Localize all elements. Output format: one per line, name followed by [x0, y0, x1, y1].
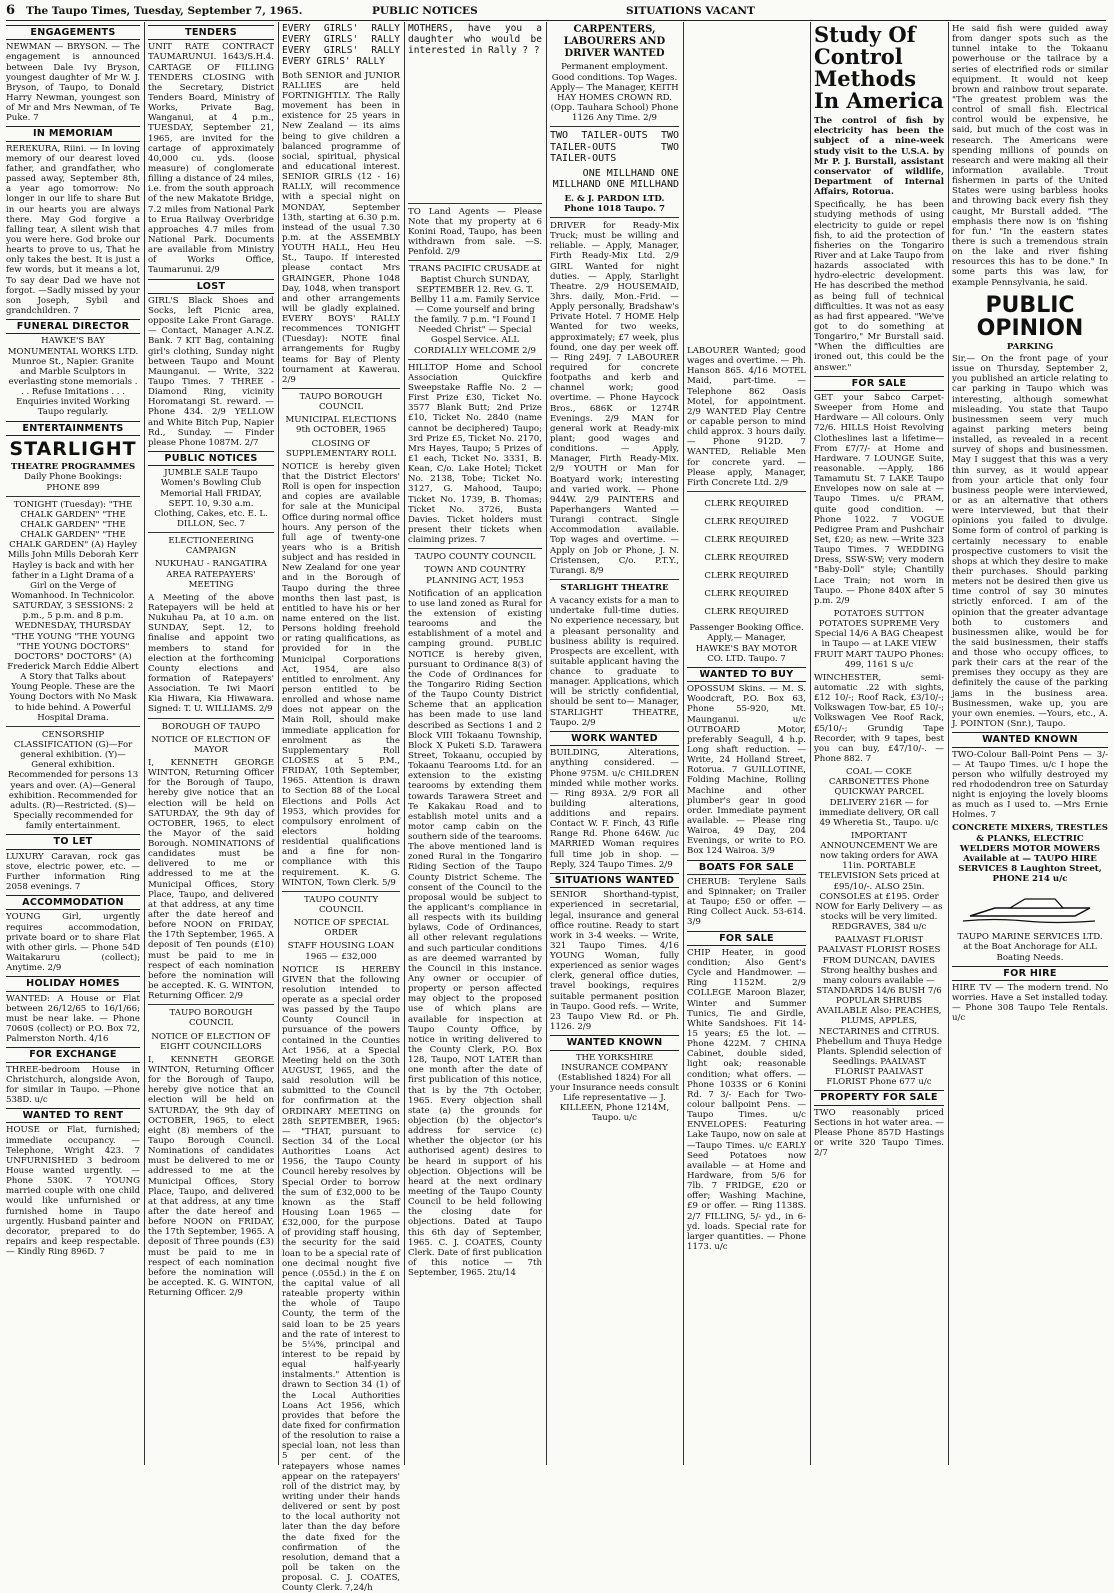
page-number: 6: [6, 3, 16, 18]
hire-services-ad: CONCRETE MIXERS, TRESTLES & PLANKS, ELECTRIC WELDERS MOTOR MOWERS Available at — TAUPO HIRE SERVICES 8 Laughton Street, PHONE 214 u/c: [952, 823, 1108, 885]
nukuhau-meeting-body: A Meeting of the above Ratepayers will be held at Nukuhau Pa, at 10 a.m. on SUNDAY, Sept. 12, to finalise and appoint two members to stand for election at the forthcoming County elections and formation of Ratepayers' Association. Te Iwi Maori Kia Hiwara, Kia Hiwawara. Signed: T. U. WILLIAMS. 2/9: [148, 592, 274, 715]
property-ad: TWO reasonably priced Sections in hot water area. — Please Phone 857D Hastings or write 320 Taupo Times. 2/7: [814, 1107, 944, 1159]
millhand: ONE MILLHAND ONE MILLHAND ONE MILLHAND: [552, 167, 679, 191]
wanted-to-buy-ads: OPOSSUM Skins. — M. S. Woodcraft, P.O. Box 63, Phone 55-920, Mt. Maunganui. u/c OUTBOARD Motor, preferably Seagull, 4 h.p. Long shaft reduction. — Write, 24 Holland Street, Rotorua. 7 GUILLOTINE, Folding Machine, Rolling Machine and other plumber's gear in good order. Immediate payment available. — Please ring Wairoa, 49 Day, 204 Evenings, or write to P.O. Box 124 Wairoa. 3/9: [687, 684, 806, 857]
planning-act-title: TOWN AND COUNTRY PLANNING ACT, 1953: [424, 565, 526, 586]
entertainments-heading: ENTERTAINMENTS: [6, 421, 140, 436]
lost-heading: LOST: [148, 279, 274, 294]
column-1: [6, 22, 140, 1465]
memoriam-notice: REREKURA, Riini. — In loving memory of our dearest loved father, and grandfather, who passed away, September 8th, a year ago tomorrow: No longer in our life to share But in our hearts you are always there. May God forgive a falling tear, A silent wish that you were here. God broke our hearts to prove to us, That he only takes the best. It is just a few words, but it means a lot, To say dear Dad we have not forgot. —Sadly missed by your son Joseph, Sybil and grandchildren. 7: [6, 143, 140, 316]
funeral-heading: FUNERAL DIRECTOR: [6, 319, 140, 334]
pardon-ltd: E. & J. PARDON LTD. Phone 1018 Taupo. 7: [563, 193, 665, 214]
work-wanted-heading: WORK WANTED: [550, 731, 679, 746]
hilltop-raffle: HILLTOP Home and School Association Quickfire Sweepstake Raffle No. 2 — First Prize £30, Ticket No. 3577 Blank Butt; 2nd Prize £10, Ticket No. 2840 (name cannot be deciphered) Taupo; 3rd Prize £5, Ticket No. 2170, Mrs Hayes, Taupo; 5 Prizes of £1 each, Ticket No. 3331, B. Kean, C/o. Lake Hotel; Ticket No. 2138, Tobe; Ticket No. 3127, G. Mahood, Taupo; Ticket No. 1739, B. Thomas; Ticket No. 3726, Busta Davies. Ticket holders must present their tickets when claiming prizes. 7: [408, 362, 542, 546]
tailer-outs: TWO TAILER-OUTS TWO TAILER-OUTS TWO TAILER-OUTS: [550, 130, 679, 165]
engagements-heading: ENGAGEMENTS: [6, 25, 140, 40]
to-let-heading: TO LET: [6, 834, 140, 849]
municipal-elections: MUNICIPAL ELECTIONS 9th OCTOBER, 1965: [285, 415, 397, 436]
article-headline: Study Of Control Methods In America: [814, 22, 944, 114]
situations-ads-a: DRIVER for Ready-Mix Truck; must be willing and reliable. — Apply, Manager, Firth Ready-Mix Ltd. 2/9 GIRL Wanted for night duties. — Apply, Starlight Theatre. 2/9 HOUSEMAID, 3hrs. daily, Mon.-Frid. — Apply personally, Bradshaw's Private Hotel. 7 HOME Help Wanted for two weeks, approximately; £7 week, plus found, one day per week off. — Ring 249J. 7 LABOURER required for concrete footpaths and kerb and channel work; good overtime. — Phone Haycock Bros., 686K or 1274R Evenings. 2/9 MAN for general work at Ready-mix plant; good wages and conditions. — Apply, Manager, Firth Ready-Mix. 2/9 YOUTH or Man for Boatyard work; interesting and varied work. — Phone 944W. 2/9 PAINTERS and Paperhangers Wanted — Turangi contract. Single Accommodation available. Top wages and overtime. — Apply on Job or Phone, J. N. Cristensen, C/o. P.T.Y., Turangi. 8/9: [550, 221, 679, 576]
marine-services-ad: TAUPO MARINE SERVICES LTD. at the Boat Anchorage for ALL Boating Needs.: [957, 932, 1103, 963]
column-8: [952, 22, 1108, 1465]
situations-wanted-heading: SITUATIONS WANTED: [550, 873, 679, 888]
wanted-known-heading: WANTED KNOWN: [550, 1035, 679, 1050]
carpenters-body: Permanent employment. Good conditions. Top Wages. Apply— The Manager, KEITH HAY HOMES CROWN RD. (Opp. Tauhara School) Phone 1126 Any Time. 2/9: [550, 62, 679, 124]
nukuhau-meeting-title: NUKUHAU - RANGATIRA AREA RATEPAYERS' MEETING: [154, 559, 268, 590]
clerk-required: CLERK REQUIRED: [704, 607, 789, 618]
staff-housing-loan: STAFF HOUSING LOAN 1965 — £32,000: [287, 941, 395, 962]
clerk-required: CLERK REQUIRED: [704, 498, 789, 509]
tenders-notice: UNIT RATE CONTRACT TAUMARUNUI. 1643/S.H.4. CARTAGE OF FILLING TENDERS CLOSING with the Secretary, District Tenders Board, Ministry of Works, Private Bag, Wanganui, at 4 p.m., TUESDAY, September 21, 1965, are invited for the cartage of approximately 40,000 cu. yds. (loose measure) of conglomerate filling a distance of 24 miles, i.e. from the south approach of the new Makatote Bridge, 7.2 miles from National Park to Erua Railway Overbridge approaches 4.7 miles from National Park. Documents are available from Ministry of Works Office, Taumarunui. 2/9: [148, 42, 274, 276]
mothers-question: MOTHERS, have you a daughter who would be interested in Rally ? ?: [408, 23, 542, 56]
for-sale-ads: CHIP Heater, in good condition; Also Gent's Cycle and Handmower. — Ring 1152M. 2/9 COLLEGE Maroon Blazer, Winter and Summer Tunics, Tie and Girdle, White Sandshoes. Fit 14-15 years; £5 the lot. — Phone 422M. 7 CHINA Cabinet, double sided, light oak; reasonable condition; what offers. — Phone 1033S or 6 Konini Rd. 7 3/- Each for Two-colour ballpoint Pens. — Taupo Times. u/c ENVELOPES: Featuring Lake Taupo, now on sale at —Taupo Times. u/c EARLY Seed Potatoes now available — at Home and Hardware, from 5/6 for 7lb. 7 FRIDGE, £20 or offer; Washing Machine, £9 or offer. — Ring 1138S. 2/7 FILLING, 5/- yd., in 6-yd. loads. Special rate for larger quantities. — Phone 1173. u/c: [687, 947, 806, 1252]
borough-council-heading: TAUPO BOROUGH COUNCIL: [299, 392, 383, 413]
winchester-ad: WINCHESTER, semi-automatic .22 with sights, £12 10/-; Roof Rack, £3/10/-; Volkswagen Tow-bar, £5 10/-; Volkswagen Vee Roof Rack, £5/10/-; Grundig Tape Recorder, with 9 tapes, best you can buy, £47/10/-. — Phone 882. 7: [814, 672, 944, 764]
television-announcement: IMPORTANT ANNOUNCEMENT We are now taking orders for AWA 11in. PORTABLE TELEVISION Sets priced at £95/10/-. ALSO 25in. CONSOLES at £195. Order NOW for Early Delivery — as stocks will be very limited. REDGRAVES, 384 u/c: [815, 830, 943, 933]
supplementary-roll-body: NOTICE is hereby given that the District Electors' Roll is open for inspection and copies are available for sale at the Municipal Office during normal office hours. Any person of the full age of twenty-one years who is a British subject and has resided in New Zealand for one year and in the Borough of Taupo during the three months then last past, is entitled to have his or her name entered on the list. Persons holding freehold or rating qualifications, as provided for in the Municipal Corporations Act, 1954, are also entitled to enrolment. Any person entitled to be enrolled and whose name does not appear on the Main Roll, should make immediate application for enrolment as the Supplementary Roll CLOSES at 5 P.M., FRIDAY, 10th September, 1965. Attention is drawn to Section 88 of the Local Elections and Polls Act 1953, which provides for compulsory enrolment of electors holding residential qualifications and a fine for non-compliance with this requirement. K. G. WINTON, Town Clerk. 5/9: [282, 461, 400, 888]
wanted-to-rent-ads: HOUSE or Flat, furnished; immediate occupancy. — Telephone, Wright 423. 7 UNFURNISHED 3 bedroom House wanted urgently. — Phone 530K. 7 YOUNG married couple with one child would like unfurnished or furnished home in Taupo urgently. Husband painter and decorator, prepared to do repairs and keep respectable. — Kindly Ring 896D. 7: [6, 1125, 140, 1258]
article-continued: He said fish were guided away from danger spots such as the tunnel intake to the Tokaanu powerhouse or the tailrace by a series of electrified rods or similar equipment. It would not keep brown and rainbow trout separate. "The greatest problem was the control of small fish. Electrical control would be expensive, he said, but much of the cost was in research. The Americans were spending millions of pounds on research and were making all their information available. Trout fishermen in parts of the United States were using barbless hooks and throwing back every fish they caught, Mr Burstall added. "The emphasis there now is on 'fishing for fun.' "In the eastern states there is such a tremendous strain on the lake and river fishing resources this has to be done." In some parts this was law, for example Pennsylvania, he said.: [952, 24, 1108, 288]
for-sale-heading: FOR SALE: [687, 931, 806, 946]
holiday-homes-ad: WANTED: A House or Flat between 26/12/65 to 16/1/66; must be near lake. — Phone 7060S (collect) or P.O. Box 72, Palmerston North. 4/16: [6, 993, 140, 1045]
public-notices-heading: PUBLIC NOTICES: [148, 451, 274, 466]
county-council-heading: TAUPO COUNTY COUNCIL: [303, 894, 379, 915]
masthead: [6, 4, 1106, 21]
county-council-heading-2: TAUPO COUNTY COUNCIL: [414, 552, 536, 563]
boat-illustration: [952, 888, 1108, 928]
wanted-to-rent-heading: WANTED TO RENT: [6, 1108, 140, 1123]
public-opinion-heading: PUBLIC OPINION: [976, 292, 1084, 341]
yorkshire-insurance: THE YORKSHIRE INSURANCE COMPANY (Established 1824) For all your Insurance needs consult Life representative — J. KILLEEN, Phone 1214M, Taupo. u/c: [550, 1052, 679, 1124]
parking-letter: Sir,— On the front page of your issue on Thursday, September 2, you published an article relating to car parking in Taupo which was interesting, although somewhat misleading. You state that Taupo businessmen seem very much against parking meters being installed, as revealed in a recent survey of shops and businessmen. May I suggest that this was a very thin survey, as it would appear from your article that only four business people were interviewed, or as an alternative that others were interviewed, but that their opinions you failed to divulge. Some form of control of parking is certainly necessary to enable prospective customers to visit the shops at which they desire to make their purchases. Should parking meters not be desired then give us time control of say 30 minutes strictly enforced. I am of the opinion that the greater advantage both to customers and businessmen alike, would be for the said businessmen, their staffs and those who occupy offices, to park their cars at the rear of the premises they occupy as they are definitely the cause of the parking jams in the business area. Businessmen, wake up, you are your own enemies. —Yours, etc., A. J. POINTON (Snr.), Taupo.: [952, 353, 1108, 730]
column-2: [148, 22, 274, 1465]
planning-act-body: Notification of an application to use land zoned as Rural for the extension of existing tearooms and the establishment of a motel and camping ground. PUBLIC NOTICE is hereby given, pursuant to Ordinance 8(3) of the Code of Ordinances for the Tongariro Riding Section of the Taupo County District Scheme that an application has been made to use land described as Sections 1 and 2 Block VIII Tokaanu Township, Block X Puketi S.D. Tarawera Street, Tokaanu, occupied by Tokaanu Tearooms Ltd. for an extension to the existing tearooms by extending them towards Tarawera Street and Te Kakakau Road and to establish motel units and a motor camp cabin on the southern side of the tearooms. The above mentioned land is zoned Rural in the Tongariro Riding Section of the Taupo County District Scheme. The consent of the Council to the proposal would be subject to the applicant's compliance in all respects with its building bylaws, Code of Ordinances, all other relevant regulations and such particular conditions as are deemed warranted by the Council in this instance. Any owner or occupier of property or person affected may object to the proposed use of which plans are available for inspection at Taupo County Office, by notice in writing delivered to the County Clerk, P.O. Box 128, Taupo, NOT LATER than one month after the date of first publication of this notice, that is by the 7th October, 1965. Every objection shall state (a) the grounds for objection (b) the objector's address for service (c) whether the objector (or his authorised agent) desires to be heard in support of his objection. Objections will be heard at the next ordinary meeting of the Taupo County Council to be held following the closing date for objections. Dated at Taupo this 6th day of September, 1965. C. J. COATES, County Clerk. Date of first publication of this notice — 7th September, 1965. 2tu/14: [408, 588, 542, 1279]
clerk-required: CLERK REQUIRED: [704, 535, 789, 546]
engagement-notice: NEWMAN — BRYSON. — The engagement is announced between Dale Ivy Bryson, youngest daughter of Mr W. J. Bryson, of Taupo, to Donald Harry Newman, youngest son of Mr and Mrs Newman, of Te Puke. 7: [6, 42, 140, 124]
property-heading: PROPERTY FOR SALE: [814, 1090, 944, 1105]
mayor-election-body: I, KENNETH GEORGE WINTON, Returning Officer for the Borough of Taupo, hereby give notice that an election will be held on SATURDAY, the 9th day of OCTOBER, 1965, to elect the Mayor of the said Borough. NOMINATIONS of candidates must be delivered to me or addressed to me at the Municipal Offices, Story Place, Taupo, and delivered at that address, at any time after the date hereof and before NOON on FRIDAY, the 17th September, 1965. A deposit of Ten pounds (£10) must be paid to me in respect of each nomination before the nomination will be accepted. K. G. WINTON, Returning Officer. 2/9: [148, 757, 274, 1002]
holiday-homes-heading: HOLIDAY HOMES: [6, 976, 140, 991]
lost-ads: GIRL'S Black Shoes and Socks, left Picnic area, opposite Lake Front Garage. — Contact, Manager A.N.Z. Bank. 7 KIT Bag, containing girl's clothing, Sunday night between Taupo and Mount Maunganui. — Write, 322 Taupo Times. 7 THREE - Diamond Ring, vicinity Horomatangi St. reward. — Phone 434. 2/9 YELLOW and White Bitch Pup, Napier Rd., Sunday. — Finder please Phone 1087M. 2/7: [148, 295, 274, 448]
potatoes-ad: POTATOES SUTTON POTATOES SUPREME Very Special 14/6 A BAG Cheapest in Taupo — at LAKE VIEW FRUIT MART TAUPO Phones: 499, 1161 S u/c: [814, 608, 945, 670]
for-hire-ad: HIRE TV — The modern trend. No worries. Have a Set installed today. — Phone 308 Taupo Tele Rentals. u/c: [952, 983, 1108, 1024]
clerk-required: CLERK REQUIRED: [704, 553, 789, 564]
boats-heading: BOATS FOR SALE: [687, 860, 806, 875]
parking-subheading: PARKING: [1006, 341, 1054, 352]
column-3: [282, 22, 400, 1593]
staff-housing-body: NOTICE IS HEREBY GIVEN that the following resolution intended to operate as a special order was passed by the Taupo County Council in pursuance of the powers contained in the Counties Act 1956, at a Special Meeting held on the 30th AUGUST, 1965, and the said resolution will be submitted to the Council for confirmation at the ORDINARY MEETING on 28th SEPTEMBER, 1965:— "THAT, pursuant to Section 34 of the Local Authorities Loans Act 1956, the Taupo County Council hereby resolves by Special Order to borrow the sum of £32,000 to be known as the Staff Housing Loan 1965 — £32,000, for the purpose of providing staff housing, the security for the said loan to be a special rate of one decimal nought five pence (.055d.) in the £ on the capital value of all rateable property within the whole of Taupo County, the term of the said loan to be 25 years and the rate of interest to be 5¼%, principal and interest to be repaid by equal half-yearly instalments." Attention is drawn to Section 34 (1) of the Local Authorities Loans Act 1956, which provides that before the date fixed for confirmation of the resolution to raise a special loan, not less than 5 per cent. of the ratepayers whose names appear on the ratepayers' roll of the district may, by writing under their hands delivered or sent by post to the local authority not later than the day before the date fixed for the confirmation of the resolution, demand that a poll be taken on the proposal. C. J. COATES, County Clerk. 7,24/h: [282, 964, 400, 1593]
tenders-heading: TENDERS: [148, 25, 274, 40]
memoriam-heading: IN MEMORIAM: [6, 126, 140, 141]
trans-pacific-crusade: TRANS PACIFIC CRUSADE at Baptist Church SUNDAY, SEPTEMBER 12. Rev. G. T. Bellby 11 a.m. Family Service — Come yourself and bring the family. 7 p.m. "I Found I Needed Christ" — Special Gospel Service. ALL CORDIALLY WELCOME 2/9: [409, 264, 541, 356]
exchange-heading: FOR EXCHANGE: [6, 1047, 140, 1062]
bookings-phone: Daily Phone Bookings: PHONE 899: [24, 472, 122, 493]
clerk-required: CLERK REQUIRED: [704, 571, 789, 582]
carpenters-wanted: CARPENTERS, LABOURERS AND DRIVER WANTED: [563, 24, 666, 59]
column-7: [814, 22, 944, 1465]
starlight-theatre-heading: STARLIGHT THEATRE: [560, 582, 669, 593]
wanted-to-buy-heading: WANTED TO BUY: [687, 667, 806, 682]
councillors-election-body: I, KENNETH GEORGE WINTON, Returning Officer for the Borough of Taupo, hereby give notice that an election will be held on SATURDAY, the 9th day of OCTOBER, 1965, to elect eight (8) members of the Taupo Borough Council. Nominations of candidates must be delivered to me or addressed to me at the Municipal Offices, Story Place, Taupo, and delivered at that address, at any time after the date hereof and before NOON on FRIDAY, the 17th September, 1965. A deposit of Three pounds (£3) must be paid to me in respect of each nomination before the nomination will be accepted. K. G. WINTON, Returning Officer. 2/9: [148, 1054, 274, 1299]
supplementary-roll-title: CLOSING OF SUPPLEMENTARY ROLL: [285, 438, 397, 459]
column-6: [687, 22, 806, 1465]
work-wanted-ads: BUILDING, Alterations, anything considered. — Phone 975M. u/c CHILDREN minded while mother works. — Ring 893A. 2/9 FOR all building alterations, additions and repairs. Contact W. F. Finch, 43 Rifle Range Rd. Phone 646W. /uc MARRIED Woman requires full time job in shop. — Reply, 324 Taupo Times. 2/9: [550, 748, 679, 870]
coal-ad: COAL — COKE CARBONETTES Phone QUICKWAY PARCEL DELIVERY 216R — for immediate delivery, OR call 49 Wheretia St., Taupo. u/c: [819, 767, 939, 828]
starlight-theatre-vacancy: A vacancy exists for a man to undertake full-time duties. No experience necessary, but a pleasant personality and business ability is required. Prospects are excellent, with suitable applicant having the chance to graduate to manager. Applications, which will be strictly confidential, should be sent to— Manager, STARLIGHT THEATRE, Taupo. 2/9: [550, 596, 679, 728]
for-sale-ads-2: GET your Sabco Carpet-Sweeper from Home and Hardware — All colours. Only 72/6. HILLS Hoist Revolving Clotheslines last a lifetime— From £7/7/- at Home and Hardware. 7 LOUNGE Suite, reasonable. —Apply, 186 Tamamutu St. 7 LAKE Taupo Envelopes now on sale at — Taupo Times. u/c PRAM, quite good condition. — Phone 1022. 7 VOGUE Pedigree Pram and Pushchair Set, £20; as new. —Write 323 Taupo Times. 7 WEDDING Dress, SSW-SW; very modern "Baby-Doll" style; Chantilly Lace Train; not worn in Taupo. — Phone 840X after 5 p.m. 2/9: [814, 393, 945, 606]
girls-rally-banner: EVERY GIRLS' RALLY EVERY GIRLS' RALLY EVERY GIRLS' RALLY EVERY GIRLS' RALLY: [282, 23, 400, 67]
boats-ad: CHERUB: Terylene Sails and Spinnaker; on Trailer at Taupo; £50 or offer. — Ring Collect Auck. 53-614. 3/9: [687, 876, 806, 928]
starlight-logo: STARLIGHT: [9, 437, 137, 460]
wanted-known-ads: TWO-Colour Ball-Point Pens — 3/- — At Taupo Times. u/c I hope the person who wilfully destroyed my red rhododendron tree on Saturday night is enjoying the lovely blooms as much as I used to. —Mrs Ernie Holmes. 7: [952, 749, 1108, 821]
column-4: [408, 22, 542, 1465]
situations-ads-b: LABOURER Wanted; good wages and overtime. — Ph. Hanson 865. 4/16 MOTEL Maid, part-time. — Telephone 862 Oasis Motel, for appointment. 2/9 WANTED Play Centre or capable person to mind child approx. 3 hours daily. — Phone 912D. 7 WANTED, Reliable Men for concrete yard. — Please apply, Manager, Firth Concrete Ltd. 2/9: [687, 346, 806, 488]
exchange-ad: THREE-bedroom House in Christchurch, alongside Avon, for similar in Taupo. —Phone 538D. u/c: [6, 1064, 140, 1105]
funeral-notice: HAWKE'S BAY MONUMENTAL WORKS LTD. Munroe St., Napier. Granite and Marble Sculptors in everlasting stone memorials . . . Refuse Imitations . . . Enquiries invited Working Taupo regularly.: [7, 336, 139, 418]
jumble-sale: JUMBLE SALE Taupo Women's Bowling Club Memorial Hall FRIDAY, SEPT. 10, 9.30 a.m. Clothing, Cakes, etc. E. L. DILLON, Sec. 7: [154, 468, 268, 529]
section-situations-vacant: SITUATIONS VACANT: [626, 5, 755, 17]
clerk-apply: Passenger Booking Office. Apply,— Manager, HAWKE'S BAY MOTOR CO. LTD. Taupo. 7: [689, 623, 804, 664]
film-program: TONIGHT (Tuesday): "THE CHALK GARDEN" "THE CHALK GARDEN" "THE CHALK GARDEN" "THE CHALK GARDEN" (A) Hayley Mills John Mills Deborah Kerr Hayley is back and with her father in a Light Drama of a Girl on the Verge of Womanhood. In Technicolor. SATURDAY, 3 SESSIONS: 2 p.m., 5 p.m. and 8 p.m. WEDNESDAY, THURSDAY "THE YOUNG "THE YOUNG "THE YOUNG DOCTORS" DOCTORS" DOCTORS" (A) Frederick March Eddie Albert A Story that Talks about Young People. These are the Young Doctors with No Mask to hide behind. A Powerful Hospital Drama.: [7, 499, 139, 723]
borough-council-title: TAUPO BOROUGH COUNCIL: [169, 1008, 253, 1029]
censorship-classification: CENSORSHIP CLASSIFICATION (G)—For general exhibition. (Y)—General exhibition. Recommended for persons 13 years and over. (A)—General exhibition. Recommended for adults. (R)—Restricted. (S)—Specially recommended for family entertainment.: [7, 729, 139, 832]
for-hire-heading: FOR HIRE: [952, 966, 1108, 981]
to-let-ad: LUXURY Caravan, rock gas stove, electric power, etc. — Further information Ring 2058 evenings. 7: [6, 851, 140, 892]
column-5: [550, 22, 679, 1465]
theatre-programmes: THEATRE PROGRAMMES: [10, 462, 136, 473]
section-public-notices: PUBLIC NOTICES: [372, 5, 478, 17]
article-body: Specifically, he has been studying methods of using electricity to guide or repel fish, to aid the protection of fisheries on the Tongariro River and at Lake Taupo from hazards associated with hydro-electric development. He has described the method as being full of technical difficulties. It was not as easy as had first appeared. "We've got to do something at Tongariro," Mr Burstall said. "When the difficulties are ironed out, this could be the answer.": [814, 200, 944, 373]
land-agents-notice: TO Land Agents — Please Note that my property at 6 Konini Road, Taupo, has been withdrawn from sale. —S. Penfold. 2/9: [408, 206, 542, 258]
accommodation-heading: ACCOMMODATION: [6, 895, 140, 910]
clerk-required: CLERK REQUIRED: [704, 517, 789, 528]
rally-body: Both SENIOR and JUNIOR RALLIES are held FORTNIGHTLY. The Rally movement has been in existence for 25 years in New Zealand — its aims being to give children a balanced programme of social, spiritual, physical and educational interest. SENIOR GIRLS (12 - 16) RALLY, will recommence with a special night on MONDAY, September 13th, starting at 6.30 p.m. instead of the usual 7.30 p.m. at the ASSEMBLY YOUTH HALL, Heu Heu St., Taupo. If interested please contact Mrs GRAINGER, Phone 1048 Day, 1048, when transport and other arrangements will be gladly explained. EVERY BOYS' RALLY recommences TONIGHT (Tuesday): NOTE final arrangements for Rugby teams for Bay of Plenty tournament at Kawerau. 2/9: [282, 70, 400, 385]
mayor-election-title: NOTICE OF ELECTION OF MAYOR: [151, 734, 271, 755]
paalvast-florist: PAALVAST FLORIST PAALVAST FLORIST ROSES FROM DUNCAN, DAVIES Strong healthy bushes and many colours available — STANDARDS 14/6 BUSH 7/6 POPULAR SHRUBS AVAILABLE Also: PEACHES, PLUMS, APPLES, NECTARINES and CITRUS. Phebellum and Thuya Hedge Plants. Splendid selection of Seedlings. PAALVAST FLORIST PAALVAST FLORIST Phone 677 u/c: [816, 935, 942, 1088]
for-sale-heading-2: FOR SALE: [814, 376, 944, 391]
article-lead: The control of fish by electricity has been the subject of a nine-week study visit to the U.S.A. by Mr P. J. Burstall, assistant conservator of wildlife, Department of Internal Affairs, Rotorua.: [814, 116, 944, 198]
borough-title: BOROUGH OF TAUPO: [161, 721, 261, 732]
councillors-election-title: NOTICE OF ELECTION OF EIGHT COUNCILLORS: [151, 1031, 271, 1052]
special-order-title: NOTICE OF SPECIAL ORDER: [293, 918, 389, 939]
paper-dateline: The Taupo Times, Tuesday, September 7, 1965.: [26, 5, 303, 17]
electioneering-campaign: ELECTIONEERING CAMPAIGN: [168, 536, 254, 557]
wanted-known-heading-2: WANTED KNOWN: [952, 732, 1108, 747]
situations-wanted-ads: SENIOR Shorthand-typist, experienced in secretarial, legal, insurance and general office routine. Ready to start work in 3-4 weeks. — Write, 321 Taupo Times. 4/16 YOUNG Woman, fully experienced as senior wages clerk, general office duties, travel bookings, requires suitable permanent position in Taupo. Good refs. — Write, 23 Taupo View Rd. or Ph. 1126. 2/9: [550, 890, 679, 1033]
clerk-required: CLERK REQUIRED: [704, 589, 789, 600]
accommodation-ad: YOUNG Girl, urgently requires accommodation, private board or to share Flat with other girls. — Phone 54D Waitakaruru (collect); Anytime. 2/9: [6, 912, 140, 974]
clerk-required-list: [687, 495, 806, 621]
